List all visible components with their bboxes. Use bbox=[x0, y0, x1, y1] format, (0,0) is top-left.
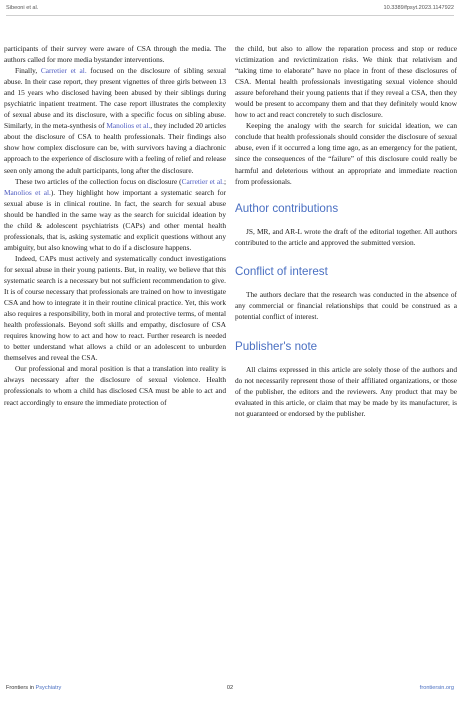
paragraph: These two articles of the collection focus on disclosure (Carretier et al.; Manolios et al.). They highlight how important a systematic search for sexual abuse is in clinical routine. In fact, the search for sexual abuse should be handled in the same way as the search for suicidal ideation by the child & adolescent psychiatrists (CAPs) and other mental health professionals, that is, asking systematic and explicit questions without any ambiguity, but also knowing what to do if a disclosure happens. bbox=[4, 176, 226, 252]
citation-link[interactable]: Manolios et al. bbox=[106, 121, 151, 131]
page-header bbox=[6, 5, 454, 15]
left-column bbox=[4, 43, 226, 408]
citation-link[interactable]: Carretier et al. bbox=[40, 66, 87, 76]
citation-link[interactable]: Carretier et al. bbox=[181, 176, 224, 186]
citation-link[interactable]: Manolios et al. bbox=[4, 187, 51, 197]
journal-name: Frontiers in Psychiatry bbox=[6, 685, 62, 691]
section-heading-author-contributions: Author contributions bbox=[235, 201, 339, 215]
paragraph: the child, but also to allow the reparation process and stop or reduce victimization and revictimization risks. We think that relativism and “taking time to elaborate” have no place in front of these disclosures of CSA. Mental health professionals investigating sexual violence should assure beforehand their young patients that if they reveal a CSA, then they would be present to accompany them and that they definitely would know how to act and react concretely to such disclosure. bbox=[235, 44, 457, 120]
running-authors: Sibeoni et al. bbox=[6, 5, 39, 11]
paragraph: Keeping the analogy with the search for suicidal ideation, we can conclude that health professionals should consider the disclosure of sexual abuse, even if it occurred a long time ago, as an emergency for the patient, since the consequences of the “failure” of this disclosure could really be harmful and deleterious without an appropriate and immediate reaction from professionals. bbox=[235, 121, 457, 186]
paragraph: JS, MR, and AR-L wrote the draft of the editorial together. All authors contributed to the article and approved the submitted version. bbox=[235, 226, 457, 247]
paragraph: Finally, Carretier et al. focused on the disclosure of sibling sexual abuse. In their case report, they present vignettes of three girls between 13 and 15 years who disclosed having been abused by their siblings during psychiatric inpatient treatment. The case report illustrates the complexity of sexual abuse and its disclosure, with a specific focus on sibling abuse. Similarly, in the meta-synthesis of Manolios et al., they included 20 articles about the disclosure of CSA to health professionals. Their findings also show how complex disclosure can be, with survivors having a diachronic approach to the experience of disclosure with a feeling of relief and release seen only among the adult participants, long after the disclosure. bbox=[4, 66, 226, 175]
site-link[interactable]: frontiersin.org bbox=[419, 685, 454, 691]
paragraph: All claims expressed in this article are solely those of the authors and do not necessarily represent those of their affiliated organizations, or those of the publisher, the editors and the reviewers. Any product that may be evaluated in this article, or claim that may be made by its manufacturer, is not guaranteed or endorsed by the publisher. bbox=[235, 364, 457, 419]
page-number: 02 bbox=[226, 685, 234, 691]
section-heading-publishers-note: Publisher's note bbox=[235, 339, 318, 353]
header-rule bbox=[6, 15, 454, 16]
section-heading-conflict-of-interest: Conflict of interest bbox=[235, 264, 328, 278]
paragraph: Our professional and moral position is that a translation into reality is always necessary after the disclosure of sexual violence. Health professionals to whom a child has disclosed CSA must be able to act and react accordingly to ensure the immediate protection of bbox=[4, 364, 226, 407]
doi: 10.3389/fpsyt.2023.1147922 bbox=[383, 5, 454, 11]
right-column bbox=[235, 43, 457, 419]
page-footer bbox=[6, 685, 454, 695]
paragraph: participants of their survey were aware of CSA through the media. The authors called for more media bystander interventions. bbox=[4, 44, 226, 65]
paragraph: The authors declare that the research was conducted in the absence of any commercial or financial relationships that could be construed as a potential conflict of interest. bbox=[235, 289, 457, 321]
paragraph: Indeed, CAPs must actively and systematically conduct investigations for sexual abuse in their young patients. But, in reality, we believe that this systematic search is a necessary but not sufficient recommendation to give. It is of course necessary that professionals are trained on how to investigate CSA and how to integrate it in their routine clinical practice. Yet, this work also requires a responsibility, both in moral and protective terms, of mental health professionals. Beyond soft skills and empathy, disclosure of CSA requires knowing how to act and how to react. Further research is needed to better understand what allows a child or an adolescent to unburden themselves and reveal the CSA. bbox=[4, 253, 226, 363]
